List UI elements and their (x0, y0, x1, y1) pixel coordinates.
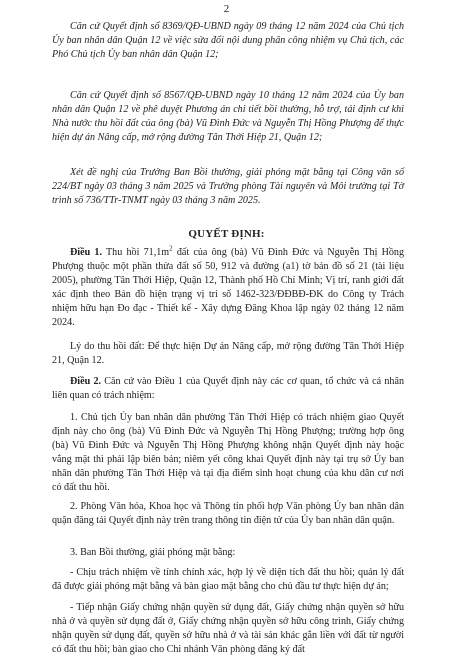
article-2-label: Điều 2. (70, 376, 102, 387)
article-1-paragraph (52, 246, 404, 329)
article-1-text-b: đất của ông (bà) Vũ Đình Đức và Nguyễn Thị Hồng Phượng thuộc một phần thửa đất số 50, 912 và đường (a1) tờ bản đồ số 21 (tài liệu 2005), phường Tân Thới Hiệp, Quận 12, Thành phố Hồ Chí Minh; Vị trí, ranh giới đất xác định theo Bản đồ hiện trạng vị trí số 1462-323/ĐĐBĐ-ĐK do Công ty Trách nhiệm hữu hạn Đo đạc - Thiết kế - Xây dựng Đăng Khoa lập ngày 02 tháng 12 năm 2024. (52, 247, 405, 328)
preamble-paragraph-3: Xét đề nghị của Trưởng Ban Bồi thường, giải phóng mặt bằng tại Công văn số 224/BT ngày 03 tháng 3 năm 2025 và Trưởng phòng Tài nguyên và Môi trường tại Tờ trình số 736/TTr-TNMT ngày 03 tháng 3 năm 2025. (52, 167, 404, 206)
item-3-paragraph: 3. Ban Bồi thường, giải phóng mặt bằng: (70, 547, 236, 558)
item-3-bullet-2: - Tiếp nhận Giấy chứng nhận quyền sử dụng đất, Giấy chứng nhận quyền sở hữu nhà ở và quyền sử dụng đất ở, Giấy chứng nhận quyền sở hữu công trình, Giấy chứng nhận quyền sử dụng đất, quyền sở hữu nhà ở và tài sản khác gắn liền với đất từ người có đất thu hồi; bàn giao cho Chi nhánh Văn phòng đăng ký đất (52, 602, 404, 655)
article-1-text-a: Thu hồi 71,1m (101, 247, 170, 258)
page-number: 2 (223, 3, 230, 15)
preamble-paragraph-1: Căn cứ Quyết định số 8369/QĐ-UBND ngày 09 tháng 12 năm 2024 của Chủ tịch Ủy ban nhân dân Quận 12 về việc sửa đổi nội dung phân công nhiệm vụ Chủ tịch, các Phó Chủ tịch Ủy ban nhân dân Quận 12; (52, 21, 404, 60)
article-2-text: Căn cứ vào Điều 1 của Quyết định này các cơ quan, tổ chức và cá nhân liên quan có trách nhiệm: (52, 376, 405, 401)
decision-heading: QUYẾT ĐỊNH: (188, 228, 265, 240)
item-3-bullet-1: - Chịu trách nhiệm về tính chính xác, hợp lý về diện tích đất thu hồi; quản lý đất đã được giải phóng mặt bằng và bàn giao mặt bằng cho chủ đầu tư thực hiện dự án; (52, 567, 404, 592)
area-unit-superscript: 2 (169, 244, 173, 253)
reason-paragraph: Lý do thu hồi đất: Để thực hiện Dự án Nâng cấp, mở rộng đường Tân Thới Hiệp 21, Quận 12. (52, 341, 404, 366)
preamble-paragraph-2: Căn cứ Quyết định số 8567/QĐ-UBND ngày 10 tháng 12 năm 2024 của Ủy ban nhân dân Quận 12 về phê duyệt Phương án chi tiết bồi thường, hỗ trợ, tái định cư khi Nhà nước thu hồi đất của ông (bà) Vũ Đình Đức và Nguyễn Thị Hồng Phượng để thực hiện dự án Nâng cấp, mở rộng đường Tân Thới Hiệp 21, Quận 12; (52, 90, 404, 143)
item-2-paragraph: 2. Phòng Văn hóa, Khoa học và Thông tin phối hợp Văn phòng Ủy ban nhân dân quận đăng tải Quyết định này trên trang thông tin điện tử của Ủy ban nhân dân quận. (52, 501, 404, 526)
item-1-paragraph: 1. Chủ tịch Ủy ban nhân dân phường Tân Thới Hiệp có trách nhiệm giao Quyết định này cho ông (bà) Vũ Đình Đức và Nguyễn Thị Hồng Phượng; trường hợp ông (bà) Vũ Đình Đức và Nguyễn Thị Hồng Phượng không nhận Quyết định này hoặc vắng mặt thì phải lập biên bản; niêm yết công khai Quyết định này tại trụ sở Ủy ban nhân dân phường Tân Thới Hiệp và tại địa điểm sinh hoạt chung của khu dân cư nơi có đất thu hồi. (52, 412, 404, 493)
article-1-label: Điều 1. (70, 247, 102, 258)
article-2-paragraph (52, 375, 404, 403)
